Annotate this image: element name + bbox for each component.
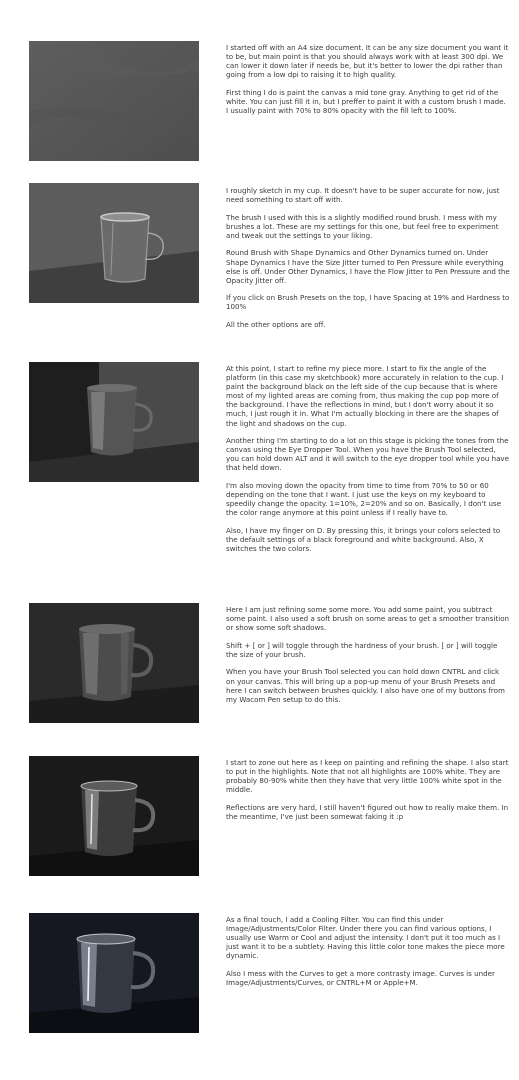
step-6-paragraph-1: As a final touch, I add a Cooling Filter. You can find this under Image/Adjustments/Color Filter. Under there you can find various options, I usually use Warm or Cool and adjust the intensity. I don't put it too much as I just want it to be a subtlety. Having this little color tone makes the piece more dynamic. [226, 915, 505, 961]
step-6-paragraph-2: Also I mess with the Curves to get a more contrasty image. Curves is under Image/Adjustments/Curves, or CNTRL+M or Apple+M. [226, 968, 495, 988]
step-5-image [29, 756, 199, 876]
step-2-paragraph-2: The brush I used with this is a slightly modified round brush. I mess with my brushes a lot. These are my settings for this one, but feel free to experiment and tweak out the settings to your liking. [226, 212, 499, 240]
step-1-image [29, 41, 199, 161]
step-3-paragraph-2: Another thing I'm starting to do a lot on this stage is picking the tones from the canvas using the Eye Dropper Tool. When you have the Brush Tool selected, you can hold down ALT and it will switch to the eye dropper tool while you have that held down. [226, 436, 509, 473]
cup-highlights-painting [29, 756, 199, 876]
step-1-paragraph-1: I started off with an A4 size document. It can be any size document you want it to be, but main point is that you should always work with at least 300 dpi. We can lower it down later if needs be, but it's better to lower the dpi rather than going from a low dpi to raising it to high quality. [226, 43, 509, 80]
cup-refining-painting [29, 603, 199, 723]
step-3-text [226, 364, 510, 562]
step-1-text [226, 43, 510, 124]
step-2-paragraph-5: All the other options are off. [226, 320, 326, 330]
gray-canvas-painting [29, 41, 199, 161]
step-2-image [29, 183, 199, 303]
step-3-paragraph-3: I'm also moving down the opacity from time to time from 70% to 50 or 60 depending on the tone that I want. I just use the keys on my keyboard to speedily change the opacity. 1=10%, 2=20% and so on. Basically, I don't use the color range anymore at this point unless if I really have to. [226, 481, 502, 518]
step-6-text [226, 915, 510, 996]
step-1-paragraph-2: First thing I do is paint the canvas a mid tone gray. Anything to get rid of the white. You can just fill it in, but I preffer to paint it with a custom brush I made. I usually paint with 70% to 80% opacity with the fill left to 100%. [226, 87, 506, 116]
step-4-paragraph-3: When you have your Brush Tool selected you can hold down CNTRL and click on your canvas. This will bring up a pop-up menu of your Brush Presets and here I can switch between brushes quickly. I also have one of my buttons from my Wacom Pen setup to do this. [226, 667, 505, 704]
step-6-image [29, 913, 199, 1033]
cup-final-painting [29, 913, 199, 1033]
step-3-image [29, 362, 199, 482]
cup-blocking-painting [29, 362, 199, 482]
step-4-image [29, 603, 199, 723]
step-2-paragraph-4: If you click on Brush Presets on the top, I have Spacing at 19% and Hardness to 100% [226, 293, 510, 312]
step-4-paragraph-1: Here I am just refining some some more. You add some paint, you subtract some paint. I also used a soft brush on some areas to get a smoother transition or show some soft shadows. [226, 605, 510, 633]
step-2-paragraph-1: I roughly sketch in my cup. It doesn't have to be super accurate for now, just need something to start off with. [226, 186, 500, 205]
step-2-text [226, 186, 510, 338]
step-5-paragraph-1: I start to zone out here as I keep on painting and refining the shape. I also start to put in the highlights. Note that not all highlights are 100% white. They are probably 80-90% white then they have that very little 100% white spot in the middle. [226, 758, 509, 795]
step-5-text [226, 758, 510, 830]
cup-sketch-painting [29, 183, 199, 303]
step-5-paragraph-2: Reflections are very hard, I still haven't figured out how to really make them. In the meantime, I've just been somewat faking it :p [226, 802, 509, 821]
step-4-paragraph-2: Shift + [ or ] will toggle through the hardness of your brush. [ or ] will toggle the size of your brush. [226, 640, 498, 659]
step-2-paragraph-3: Round Brush with Shape Dynamics and Other Dynamics turned on. Under Shape Dynamics I have the Size Jitter turned to Pen Pressure while everything else is off. Under Other Dynamics, I have the Flow Jitter to Pen Pressure and the Opacity Jitter off. [226, 248, 510, 285]
step-4-text [226, 605, 510, 712]
step-3-paragraph-1: At this point, I start to refine my piece more. I start to fix the angle of the platform (in this case my sketchbook) more accurately in relation to the cup. I paint the background black on the left side of the cup because that is where most of my lighted areas are coming from, thus making the cup pop more of the background. I have the reflections in mind, but I don't worry about it so much, I just rough it in. What I'm actually blocking in there are the shapes of the light and shadows on the cup. [226, 364, 504, 428]
step-3-paragraph-4: Also, I have my finger on D. By pressing this, it brings your colors selected to the default settings of a black foreground and white background. Also, X switches the two colors. [226, 525, 501, 554]
